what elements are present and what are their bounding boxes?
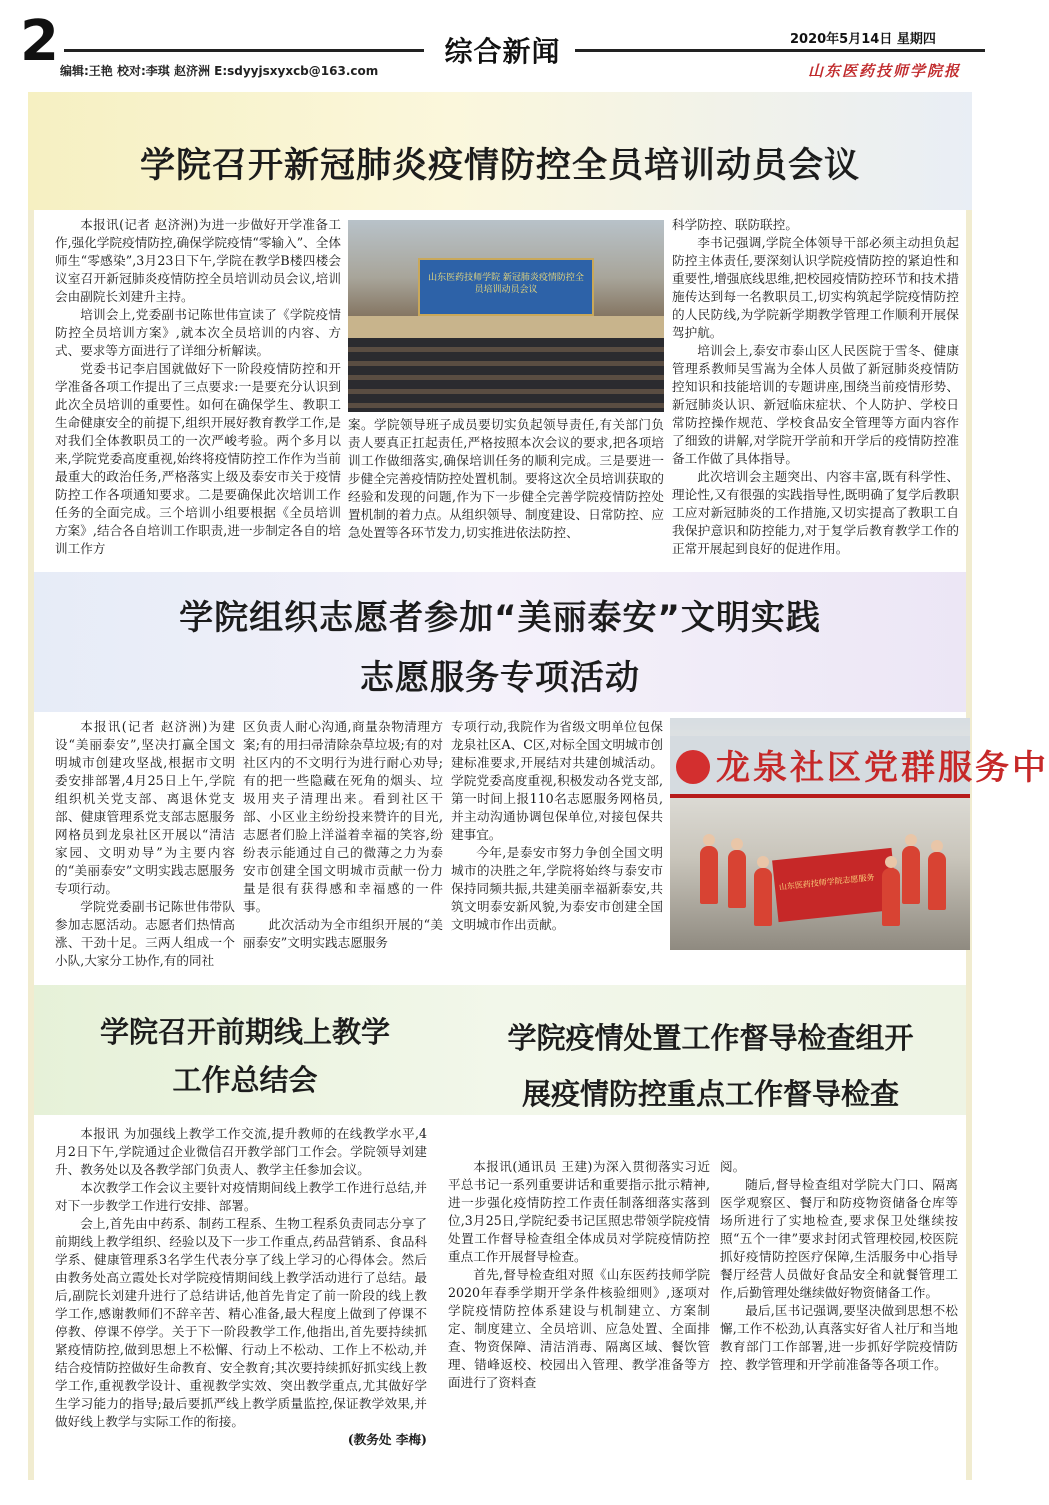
header-rule-right [575,49,985,52]
article2-title-line-2: 志愿服务专项活动 [360,658,640,698]
article4-column-2 [720,1158,958,1408]
article1-paragraph: 党委书记李启国就做好下一阶段疫情防控和开学准备各项工作提出了三点要求:一是要充分认识到此次全员培训的重要性。如何在确保学生、教职工生命健康安全的前提下,组织开展好教育教学工作,是对我们全体教职员工的一次严峻考验。两个多月以来,学院党委高度重视,始终将疫情防控工作作为当前最重大的政治任务,严格落实上级及泰安市关于疫情防控工作各项通知要求。二是要确保此次培训工作任务的全面完成。三个培训小组要根据《全员培训方案》,结合各自培训工作职责,进一步制定各自的培训工作方 [55,361,341,556]
article4-column-1 [448,1158,710,1408]
article1-paragraph: 李书记强调,学院全体领导干部必须主动担负起防控主体责任,要深刻认识学院疫情防控的紧迫性和重要性,增强底线思维,把校园疫情防控环节和技术措施传达到每一名教职员工,切实构筑起学院疫情防控的人民防线,为学院新学期教学管理工作顺利开展保驾护航。 [672,235,959,340]
article2-paragraph: 区负责人耐心沟通,商量杂物清理方案;有的用扫帚清除杂草垃圾;有的对社区内的不文明行为进行耐心劝导;有的把一些隐藏在死角的烟头、垃圾用夹子清理出来。看到社区干部、小区业主纷纷投来赞许的目光,志愿者们脸上洋溢着幸福的笑容,纷纷表示能通过自己的微薄之力为泰安市创建全国文明城市贡献一份力量是很有获得感和幸福感的一件事。 [243,719,443,914]
article2-paragraph: 专项行动,我院作为省级文明单位包保龙泉社区A、C区,对标全国文明城市创建标准要求,开展结对共建创城活动。学院党委高度重视,积极发动各党支部,第一时间上报110名志愿服务网格员,并主动沟通协调包保单位,对接包保共建事宜。 [451,719,663,842]
article4-paragraph: 随后,督导检查组对学院大门口、隔离医学观察区、餐厅和防疫物资储备仓库等场所进行了实地检查,要求保卫处继续按照“五个一律”要求封闭式管理校园,校医院抓好疫情防控医疗保障,生活服务中心指导餐厅经营人员做好食品安全和就餐管理工作,后勤管理处继续做好物资储备工作。 [720,1177,958,1300]
party-emblem-icon [676,750,710,784]
article1-paragraph: 培训会上,泰安市泰山区人民医院于雪冬、健康管理系教师吴雪嵩为全体人员做了新冠肺炎疫情防控知识和技能培训的专题讲座,围绕当前疫情形势、新冠肺炎认识、新冠临床症状、个人防护、学校日常防控操作规范、学校食品安全管理等方面内容作了细致的讲解,对学院开学前和开学后的疫情防控准备工作做了具体指导。 [672,343,959,466]
article3-paragraph: 本报讯 为加强线上教学工作交流,提升教师的在线教学水平,4月2日下午,学院通过企业微信召开教学部门工作会。学院领导刘建升、教务处以及各教学部门负责人、教学主任参加会议。 [55,1126,427,1177]
meeting-audience [348,338,664,412]
article3-title-line-2: 工作总结会 [172,1063,318,1097]
volunteer-banner [772,848,898,922]
article2-paragraph: 本报讯(记者 赵济洲)为建设“美丽泰安”,坚决打赢全国文明城市创建攻坚战,根据市文明委安排部署,4月25日上午,学院组织机关党支部、离退休党支部、健康管理系党支部志愿服务网格员到龙泉社区开展以“清洁家园、文明劝导”为主要内容的“美丽泰安”文明实践志愿服务专项行动。 [55,719,235,896]
article1-paragraph: 案。学院领导班子成员要切实负起领导责任,有关部门负责人要真正扛起责任,严格按照本次会议的要求,把各项培训工作做细落实,确保培训任务的顺利完成。三是要进一步健全完善疫情防控处置机制。要将这次全员培训获取的经验和发现的问题,作为下一步健全完善学院疫情防控处置机制的着力点。从组织领导、制度建设、日常防控、应急处置等各环节发力,切实推进依法防控、 [348,417,664,540]
volunteer-figure [882,868,900,926]
page-number: 2 [20,9,59,74]
article1-paragraph: 科学防控、联防联控。 [672,217,798,232]
newspaper-masthead: 山东医药技师学院报 [808,62,962,80]
article4-paragraph: 最后,匡书记强调,要坚决做到思想不松懈,工作不松劲,认真落实好省人社厅和当地教育部门工作部署,进一步抓好学院疫情防控、教学管理和开学前准备等各项工作。 [720,1303,958,1372]
meeting-photo [348,220,664,412]
volunteer-figure [700,846,718,904]
article1-paragraph: 本报讯(记者 赵济洲)为进一步做好开学准备工作,强化学院疫情防控,确保学院疫情“零输入”、全体师生“零感染”,3月23日下午,学院在教学B楼四楼会议室召开新冠肺炎疫情防控全员培训动员会议,培训会由副院长刘建升主持。 [55,217,341,304]
article4-title-line-2: 展疫情防控重点工作督导检查 [521,1077,899,1111]
article3-title-line-1: 学院召开前期线上教学 [99,1015,390,1049]
volunteer-photo [670,718,1049,950]
article1-paragraph: 培训会上,党委副书记陈世伟宣读了《学院疫情防控全员培训方案》,就本次全员培训的内容、方式、要求等方面进行了详细分析解读。 [55,307,341,358]
article2-column-1 [55,718,235,968]
volunteer-figure [754,868,772,926]
meeting-screen [418,258,594,316]
header-rule-left [64,49,424,52]
article2-title-line-1: 学院组织志愿者参加“美丽泰安”文明实践 [179,598,821,638]
community-center-sign [670,736,1049,798]
article2-paragraph: 学院党委副书记陈世伟带队参加志愿活动。志愿者们热情高涨、干劲十足。三两人组成一个小队,大家分工协作,有的同社 [55,899,235,968]
article1-column-1 [55,216,341,556]
article3-signature: (教务处 李梅) [347,1432,427,1447]
article2-column-3 [451,718,663,968]
article3-paragraph: 会上,首先由中药系、制药工程系、生物工程系负责同志分享了前期线上教学组织、经验以及下一步工作重点,药品营销系、食品科学系、健康管理系3名学生代表分享了线上学习的心得体会。然后由教务处高立霞处长对学院疫情期间线上教学活动进行了总结。最后,副院长刘建升进行了总结讲话,他首先肯定了前一阶段的线上教学工作,感谢教师们不辞辛苦、精心准备,最大程度上做到了停课不停教、停课不停学。关于下一阶段教学工作,他指出,首先要持续抓紧疫情防控,做到思想上不松懈、行动上不松动、工作上不松动,并结合疫情防控做好生命教育、安全教育;其次要持续抓好抓实线上教学工作,重视教学设计、重视教学实效、突出教学重点,尤其做好学生学习能力的指导;最后要抓严线上教学质量监控,保证教学效果,并做好线上教学与实际工作的衔接。 [55,1216,427,1429]
article4-paragraph: 本报讯(通讯员 王建)为深入贯彻落实习近平总书记一系列重要讲话和重要指示批示精神,进一步强化疫情防控工作责任制落细落实落到位,3月25日,学院纪委书记匡照忠带领学院疫情处置工作督导检查组全体成员对学院疫情防控重点工作开展督导检查。 [448,1159,710,1264]
article2-paragraph: 今年,是泰安市努力争创全国文明城市的决胜之年,学院将始终与泰安市保持同频共振,共建美丽幸福新泰安,共筑文明泰安新风貌,为泰安市创建全国文明城市作出贡献。 [451,845,663,932]
volunteer-figure [902,846,920,904]
meeting-screen-text: 山东医药技师学院 新冠肺炎疫情防控全员培训动员会议 [428,273,584,295]
article4-paragraph: 阅。 [720,1159,746,1174]
section-title: 综合新闻 [444,35,561,68]
article4-paragraph: 首先,督导检查组对照《山东医药技师学院2020年春季学期开学条件核验细则》,逐项对学院疫情防控体系建设与机制建立、方案制定、制度建立、全员培训、应急处置、全面排查、物资保障、清洁消毒、隔离区域、餐饮管理、错峰返校、校园出入管理、教学准备等方面进行了资料查 [448,1267,710,1390]
issue-date: 2020年5月14日 星期四 [790,32,936,47]
article2-paragraph: 此次活动为全市组织开展的“美丽泰安”文明实践志愿服务 [243,917,443,950]
article1-column-2 [348,416,664,556]
community-center-sign-text: 龙泉社区党群服务中 [716,748,1049,788]
meeting-stage [348,316,664,338]
article4-title-line-1: 学院疫情处置工作督导检查组开 [507,1021,914,1055]
page-border-left [28,210,34,1480]
volunteer-figure [928,852,946,910]
article3-body [55,1125,427,1470]
editor-credits: 编辑:王艳 校对:李琪 赵济洲 E:sdyyjsxyxcb@163.com [60,64,379,78]
article2-column-2 [243,718,443,968]
article3-paragraph: 本次教学工作会议主要针对疫情期间线上教学工作进行总结,并对下一步教学工作进行安排、部署。 [55,1180,427,1213]
article1-column-3 [672,216,959,556]
article1-title: 学院召开新冠肺炎疫情防控全员培训动员会议 [139,146,860,186]
article1-paragraph: 此次培训会主题突出、内容丰富,既有科学性、理论性,又有很强的实践指导性,既明确了复学后教职工应对新冠肺炎的工作措施,又切实提高了教职工自我保护意识和防控能力,对于复学后教育教学工作的正常开展起到良好的促进作用。 [672,469,959,556]
volunteer-banner-text: 山东医药技师学院志愿服务 [778,872,875,892]
volunteer-figure [728,850,746,908]
